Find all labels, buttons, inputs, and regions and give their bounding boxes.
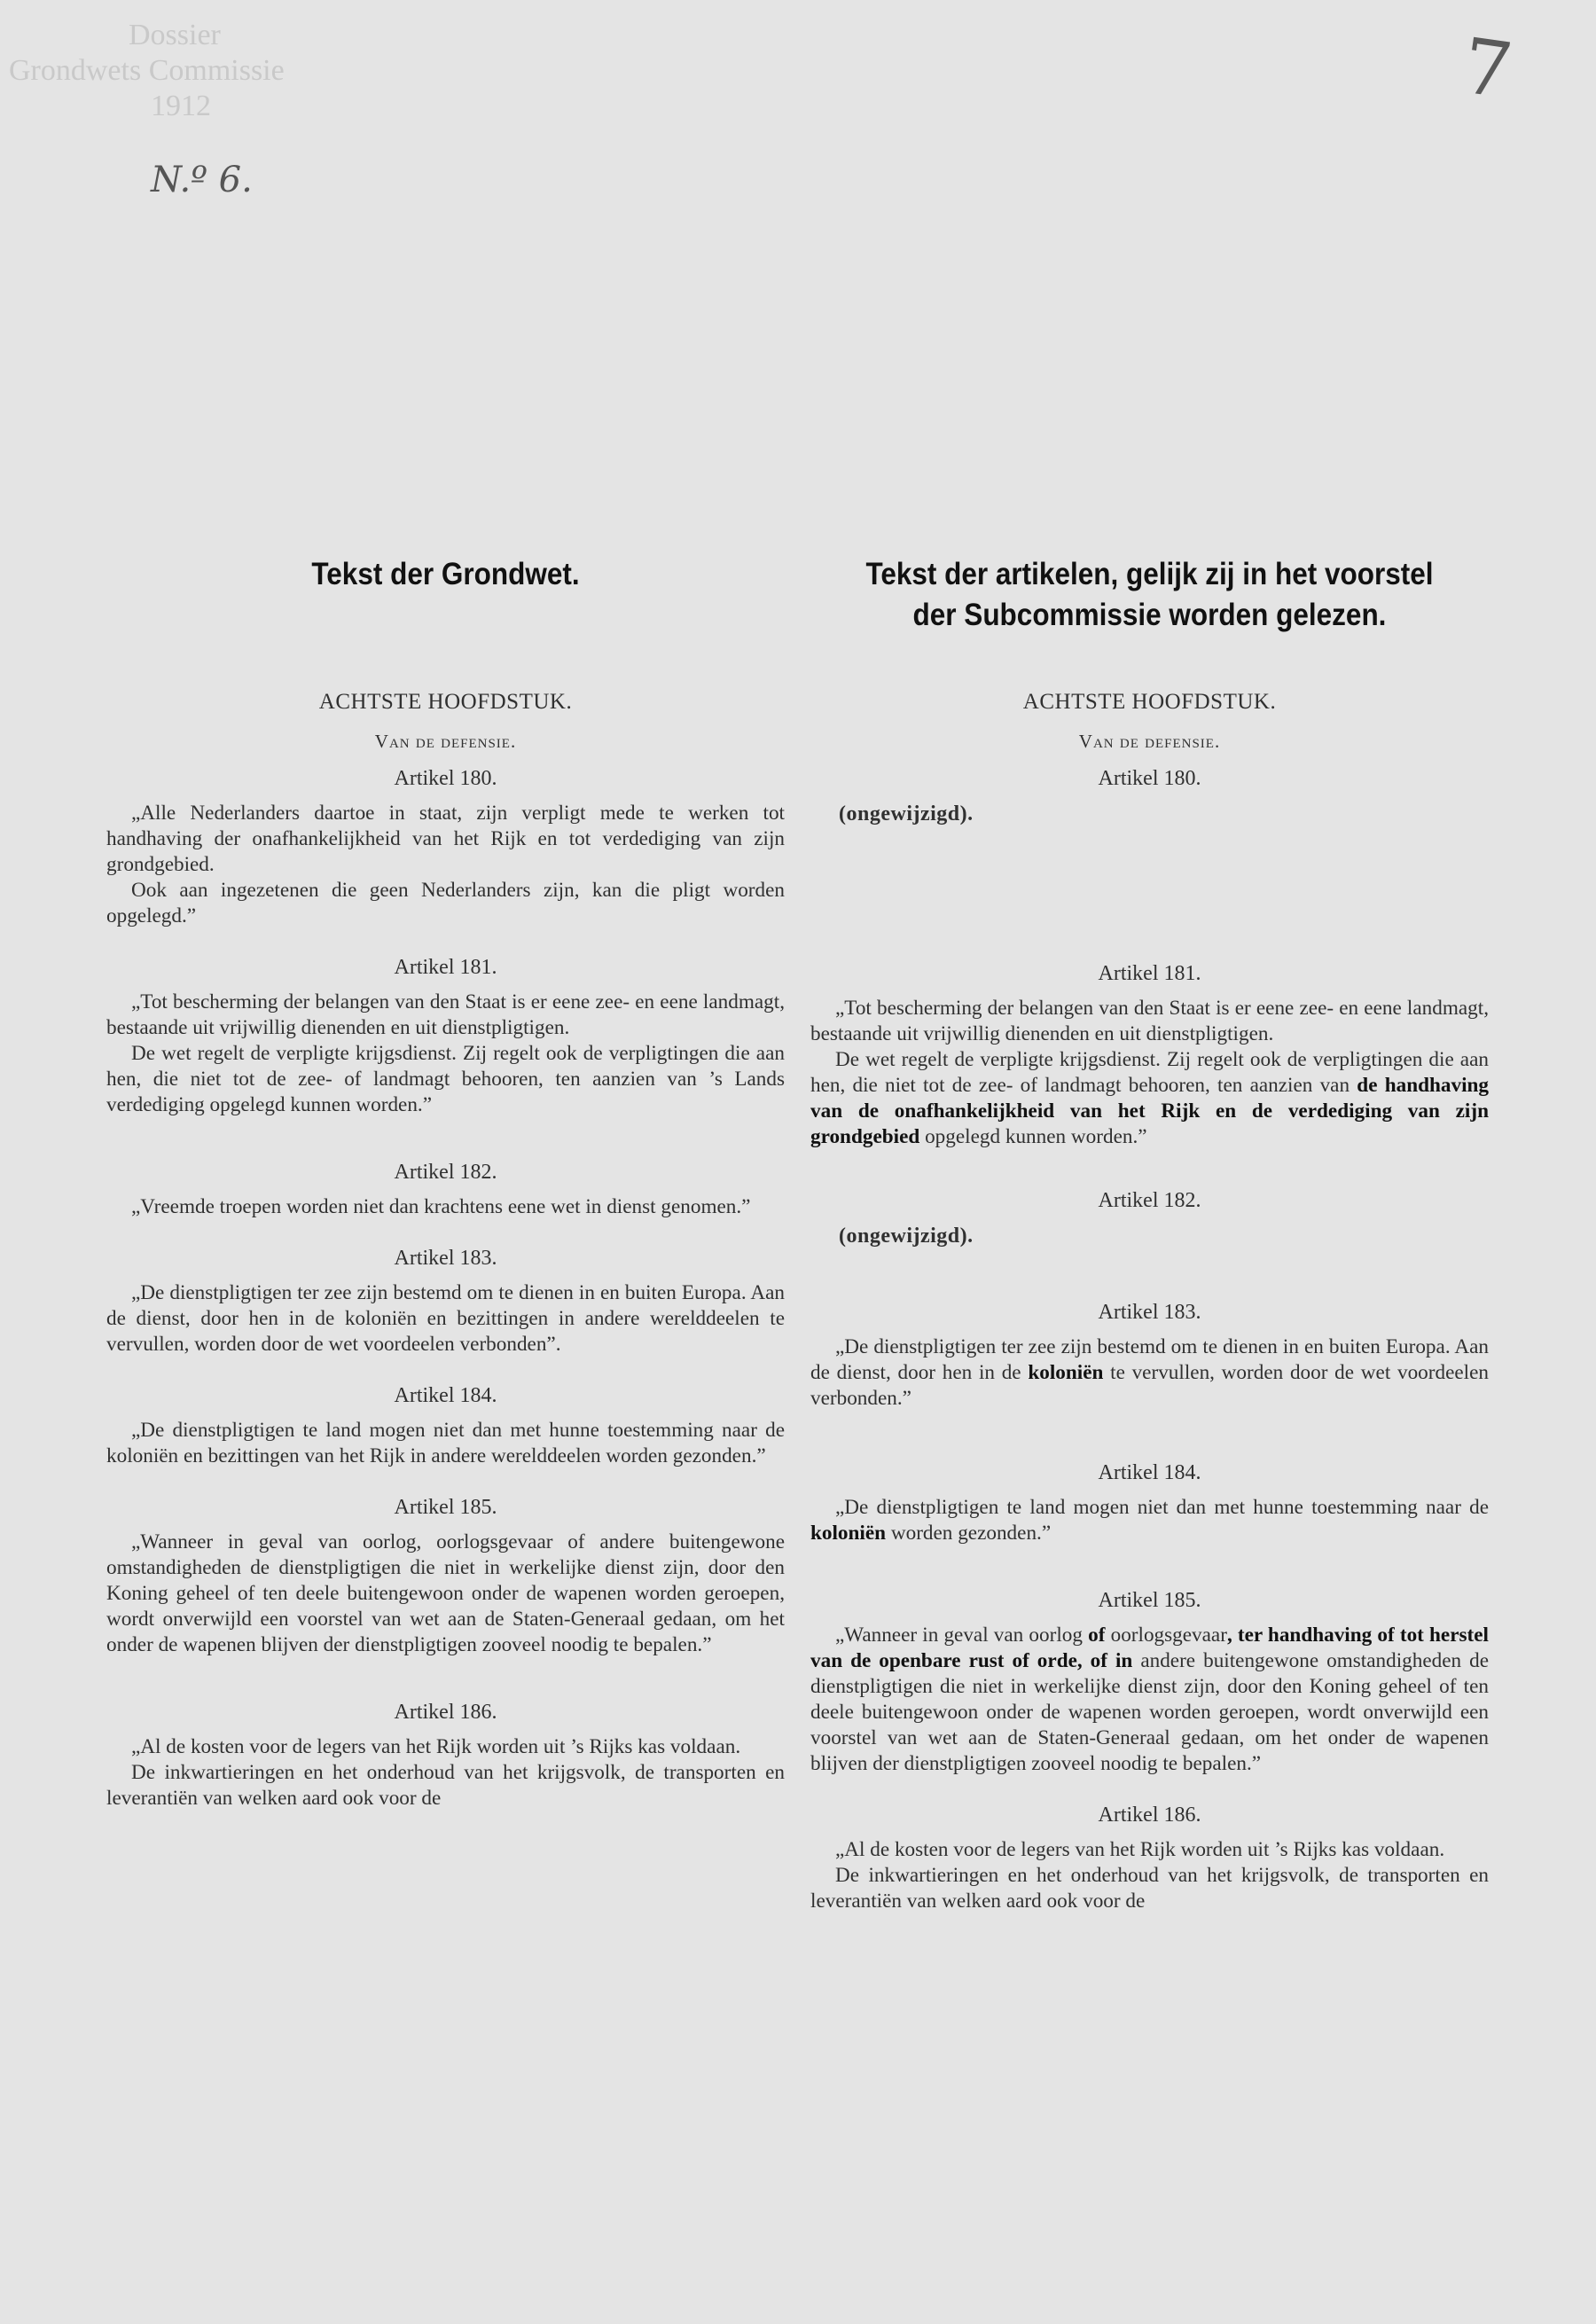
article-paragraph: „De dienstpligtigen te land mogen niet dan met hunne toestemming naar de koloniën en bezittingen van het Rijk in andere werelddeelen worden gezonden.” — [106, 1419, 785, 1467]
archive-stamp — [9, 18, 285, 124]
right-article-185 — [810, 1587, 1489, 1777]
article-paragraph: De inkwartieringen en het onderhoud van het krijgsvolk, de transporten en leverantiën van welken aard ook voor de — [810, 1864, 1489, 1913]
article-heading: Artikel 185. — [1098, 1589, 1201, 1612]
text-segment: opgelegd kunnen worden.” — [919, 1125, 1147, 1148]
stamp-line-3: 1912 — [151, 90, 211, 122]
text-segment: oorlogsgevaar — [1105, 1624, 1227, 1647]
right-article-186 — [810, 1802, 1489, 1914]
right-article-184 — [810, 1459, 1489, 1546]
unchanged-note: (ongewijzigd). — [839, 1225, 974, 1248]
left-article-180 — [106, 765, 785, 929]
amended-text: , ter handhaving of tot herstel van de openbare rust of orde, of in — [810, 1624, 1489, 1672]
article-paragraph: De wet regelt de verpligte krijgsdienst. Zij regelt ook de verpligtingen die aan hen, die niet tot de zee- of landmagt behooren, ten aanzien van ’s Lands verdediging opgelegd kunnen worden.” — [106, 1042, 785, 1116]
stamp-line-1: Dossier — [129, 19, 221, 51]
article-paragraph: „Alle Nederlanders daartoe in staat, zijn verpligt mede te werken tot handhaving der onafhankelijkheid van het Rijk en tot verdediging van zijn grondgebied. — [106, 802, 785, 876]
amended-text: of — [1088, 1624, 1106, 1647]
right-column — [810, 554, 1489, 1939]
article-heading: Artikel 181. — [1098, 962, 1201, 985]
article-heading: Artikel 186. — [394, 1701, 497, 1724]
article-heading: Artikel 184. — [394, 1384, 497, 1407]
right-title-line-1: Tekst der artikelen, gelijk zij in het voorstel — [865, 557, 1434, 591]
left-article-182 — [106, 1159, 785, 1220]
amended-text: koloniën — [1028, 1361, 1104, 1384]
left-article-186 — [106, 1699, 785, 1811]
article-heading: Artikel 186. — [1098, 1804, 1201, 1827]
stamp-line-2: Grondwets Commissie — [9, 54, 285, 87]
right-article-182 — [810, 1187, 1489, 1249]
article-paragraph: De inkwartieringen en het onderhoud van het krijgsvolk, de transporten en leverantiën van welken aard ook voor de — [106, 1761, 785, 1810]
article-heading: Artikel 182. — [394, 1161, 497, 1184]
article-heading: Artikel 184. — [1098, 1461, 1201, 1484]
amended-text: de handhaving van de onafhankelijkheid van het Rijk en de verdediging van zijn grondgebied — [810, 1074, 1490, 1148]
article-paragraph: „Al de kosten voor de legers van het Rijk worden uit ’s Rijks kas voldaan. — [131, 1735, 741, 1758]
right-title-line-2: der Subcommissie worden gelezen. — [912, 598, 1387, 632]
left-column — [106, 554, 785, 1836]
article-paragraph — [810, 1623, 1489, 1777]
article-heading: Artikel 182. — [1098, 1189, 1201, 1212]
handwritten-number: N.º 6. — [151, 160, 253, 200]
text-segment: „De dienstpligtigen ter zee zijn bestemd om te dienen in en buiten Europa. Aan de dienst, door hen in de — [810, 1335, 1489, 1384]
right-section-heading: Van de defensie. — [1078, 731, 1221, 752]
article-paragraph: „Wanneer in geval van oorlog, oorlogsgevaar of andere buitengewone omstandigheden de dienstpligtigen die niet in werkelijke dienst zijn, door den Koning geheel of ten deele buitengewoon onder de wapenen worden geroepen, wordt onverwijld een voorstel van wet aan de Staten-Generaal gedaan, om het onder de wapenen blijven der dienstpligtigen zooveel noodig te bepalen.” — [106, 1530, 785, 1656]
text-segment: „De dienstpligtigen te land mogen niet dan met hunne toestemming naar de — [835, 1496, 1489, 1519]
text-segment: andere buitengewone omstandigheden de dienstpligtigen die niet in werkelijke dienst zijn, door den Koning geheel of ten deele buitengewoon onder de wapenen worden geroepen, wordt onverwijld een voorstel van wet aan de Staten-Generaal gedaan, om het onder de wapenen blijven der dienstpligtigen zooveel noodig te bepalen.” — [810, 1649, 1490, 1775]
article-heading: Artikel 183. — [394, 1247, 497, 1270]
article-heading: Artikel 185. — [394, 1496, 497, 1519]
left-article-184 — [106, 1382, 785, 1469]
article-paragraph: „Vreemde troepen worden niet dan krachtens eene wet in dienst genomen.” — [131, 1195, 751, 1218]
text-segment: „Wanneer in geval van oorlog — [835, 1624, 1089, 1647]
article-paragraph — [810, 1495, 1489, 1546]
right-article-181 — [810, 960, 1489, 1150]
article-paragraph: „Al de kosten voor de legers van het Rijk worden uit ’s Rijks kas voldaan. — [835, 1838, 1445, 1861]
article-paragraph: Ook aan ingezetenen die geen Nederlanders zijn, kan die pligt worden opgelegd.” — [106, 879, 785, 927]
article-heading: Artikel 181. — [394, 956, 497, 979]
text-segment: De wet regelt de verpligte krijgsdienst. Zij regelt ook de verpligtingen die aan hen, die niet tot de zee- of landmagt behooren, ten aanzien van — [810, 1048, 1489, 1097]
article-heading: Artikel 180. — [1098, 767, 1201, 790]
text-segment: te vervullen, worden door de wet voordeelen verbonden.” — [810, 1361, 1489, 1410]
right-title — [844, 554, 1455, 636]
article-heading: Artikel 183. — [1098, 1301, 1201, 1324]
amended-text: koloniën — [810, 1522, 887, 1545]
article-paragraph: „De dienstpligtigen ter zee zijn bestemd om te dienen in en buiten Europa. Aan de dienst, door hen in de koloniën en bezittingen in andere werelddeelen te vervullen, worden door de wet voordeelen verbonden”. — [106, 1281, 785, 1356]
unchanged-note: (ongewijzigd). — [839, 802, 974, 826]
left-section-heading: Van de defensie. — [374, 731, 517, 752]
left-article-185 — [106, 1494, 785, 1658]
article-paragraph: „Tot bescherming der belangen van den Staat is er eene zee- en eene landmagt, bestaande uit vrijwillig dienenden en uit dienstpligtigen. — [810, 997, 1489, 1045]
right-chapter-heading: ACHTSTE HOOFDSTUK. — [1022, 690, 1277, 714]
left-article-183 — [106, 1245, 785, 1358]
text-segment: worden gezonden.” — [886, 1522, 1052, 1545]
left-title: Tekst der Grondwet. — [311, 557, 580, 591]
left-article-181 — [106, 954, 785, 1118]
left-chapter-heading: ACHTSTE HOOFDSTUK. — [318, 690, 573, 714]
right-article-180 — [810, 765, 1489, 827]
article-paragraph — [810, 1334, 1489, 1412]
right-article-183 — [810, 1299, 1489, 1412]
article-heading: Artikel 180. — [394, 767, 497, 790]
article-paragraph — [810, 1047, 1489, 1150]
article-paragraph: „Tot bescherming der belangen van den Staat is er eene zee- en eene landmagt, bestaande uit vrijwillig dienenden en uit dienstpligtigen. — [106, 990, 785, 1039]
handwritten-mark: 7 — [1457, 21, 1518, 117]
